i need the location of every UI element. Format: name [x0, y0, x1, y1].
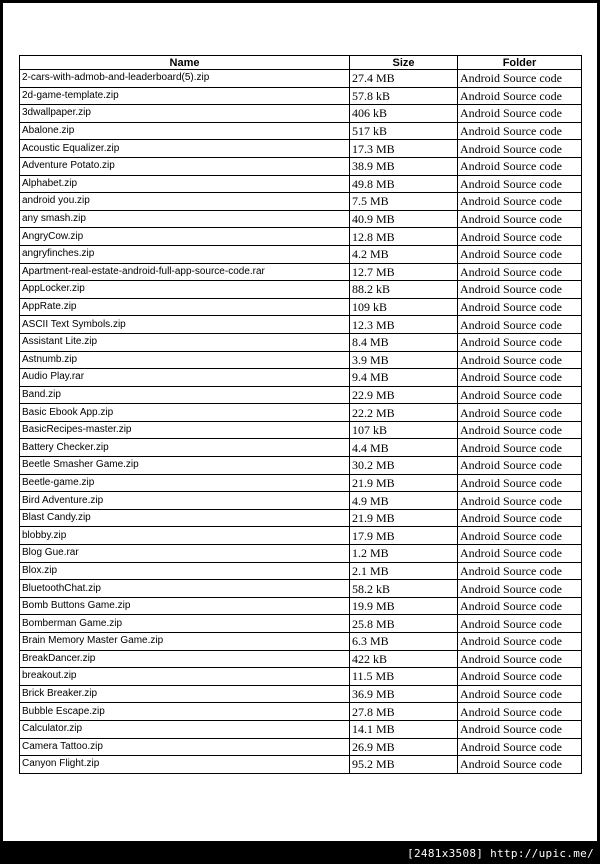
file-size-cell: 27.4 MB [350, 70, 458, 88]
file-name-cell: Band.zip [20, 386, 350, 404]
file-name-cell: Basic Ebook App.zip [20, 404, 350, 422]
file-name-cell: Blast Candy.zip [20, 509, 350, 527]
file-name-cell: Brick Breaker.zip [20, 685, 350, 703]
folder-cell: Android Source code [458, 351, 582, 369]
file-size-cell: 88.2 kB [350, 281, 458, 299]
table-row [20, 157, 582, 175]
folder-cell: Android Source code [458, 316, 582, 334]
file-name-cell: android you.zip [20, 193, 350, 211]
table-header-row [20, 56, 582, 70]
file-name-cell: Bomb Buttons Game.zip [20, 597, 350, 615]
folder-cell: Android Source code [458, 703, 582, 721]
folder-cell: Android Source code [458, 685, 582, 703]
folder-cell: Android Source code [458, 122, 582, 140]
file-size-cell: 9.4 MB [350, 369, 458, 387]
table-row [20, 439, 582, 457]
folder-cell: Android Source code [458, 140, 582, 158]
folder-cell: Android Source code [458, 70, 582, 88]
folder-cell: Android Source code [458, 228, 582, 246]
file-name-cell: blobby.zip [20, 527, 350, 545]
folder-cell: Android Source code [458, 298, 582, 316]
folder-cell: Android Source code [458, 668, 582, 686]
file-size-cell: 17.3 MB [350, 140, 458, 158]
file-size-cell: 3.9 MB [350, 351, 458, 369]
file-name-cell: Beetle Smasher Game.zip [20, 457, 350, 475]
image-size-watermark: [2481x3508] http://upic.me/ [407, 847, 594, 860]
file-size-cell: 7.5 MB [350, 193, 458, 211]
file-size-cell: 27.8 MB [350, 703, 458, 721]
folder-cell: Android Source code [458, 492, 582, 510]
table-row [20, 597, 582, 615]
table-row [20, 527, 582, 545]
column-header-folder: Folder [458, 56, 582, 70]
folder-cell: Android Source code [458, 633, 582, 651]
table-row [20, 720, 582, 738]
table-row [20, 245, 582, 263]
table-row [20, 122, 582, 140]
table-row [20, 87, 582, 105]
folder-cell: Android Source code [458, 105, 582, 123]
table-row [20, 650, 582, 668]
table-row [20, 703, 582, 721]
file-size-cell: 109 kB [350, 298, 458, 316]
file-name-cell: Abalone.zip [20, 122, 350, 140]
file-name-cell: Camera Tattoo.zip [20, 738, 350, 756]
document-sheet [3, 3, 597, 841]
folder-cell: Android Source code [458, 527, 582, 545]
file-size-cell: 40.9 MB [350, 210, 458, 228]
table-row [20, 545, 582, 563]
file-name-cell: Apartment-real-estate-android-full-app-source-code.rar [20, 263, 350, 281]
file-size-cell: 4.4 MB [350, 439, 458, 457]
table-row [20, 210, 582, 228]
folder-cell: Android Source code [458, 281, 582, 299]
table-row [20, 668, 582, 686]
file-name-cell: any smash.zip [20, 210, 350, 228]
file-size-cell: 14.1 MB [350, 720, 458, 738]
file-name-cell: AppRate.zip [20, 298, 350, 316]
folder-cell: Android Source code [458, 210, 582, 228]
file-size-cell: 25.8 MB [350, 615, 458, 633]
file-name-cell: Calculator.zip [20, 720, 350, 738]
table-row [20, 615, 582, 633]
file-name-cell: Blox.zip [20, 562, 350, 580]
file-name-cell: Bubble Escape.zip [20, 703, 350, 721]
table-row [20, 281, 582, 299]
file-name-cell: Audio Play.rar [20, 369, 350, 387]
file-name-cell: Assistant Lite.zip [20, 333, 350, 351]
file-size-cell: 38.9 MB [350, 157, 458, 175]
file-name-cell: ASCII Text Symbols.zip [20, 316, 350, 334]
file-size-cell: 57.8 kB [350, 87, 458, 105]
folder-cell: Android Source code [458, 597, 582, 615]
table-row [20, 298, 582, 316]
folder-cell: Android Source code [458, 615, 582, 633]
column-header-size: Size [350, 56, 458, 70]
table-row [20, 474, 582, 492]
file-name-cell: AngryCow.zip [20, 228, 350, 246]
table-row [20, 492, 582, 510]
folder-cell: Android Source code [458, 650, 582, 668]
file-name-cell: Blog Gue.rar [20, 545, 350, 563]
file-size-cell: 36.9 MB [350, 685, 458, 703]
folder-cell: Android Source code [458, 474, 582, 492]
folder-cell: Android Source code [458, 720, 582, 738]
column-header-name: Name [20, 56, 350, 70]
table-row [20, 756, 582, 774]
file-size-cell: 49.8 MB [350, 175, 458, 193]
file-size-cell: 406 kB [350, 105, 458, 123]
file-name-cell: BreakDancer.zip [20, 650, 350, 668]
table-row [20, 633, 582, 651]
table-row [20, 685, 582, 703]
folder-cell: Android Source code [458, 87, 582, 105]
file-size-cell: 12.8 MB [350, 228, 458, 246]
table-body [20, 70, 582, 774]
folder-cell: Android Source code [458, 509, 582, 527]
file-size-cell: 422 kB [350, 650, 458, 668]
folder-cell: Android Source code [458, 580, 582, 598]
folder-cell: Android Source code [458, 562, 582, 580]
file-size-cell: 8.4 MB [350, 333, 458, 351]
table-row [20, 738, 582, 756]
table-row [20, 228, 582, 246]
file-name-cell: AppLocker.zip [20, 281, 350, 299]
file-size-cell: 4.9 MB [350, 492, 458, 510]
file-name-cell: Bomberman Game.zip [20, 615, 350, 633]
file-size-cell: 95.2 MB [350, 756, 458, 774]
folder-cell: Android Source code [458, 439, 582, 457]
file-size-cell: 58.2 kB [350, 580, 458, 598]
footer-bar [0, 844, 600, 864]
file-name-cell: 3dwallpaper.zip [20, 105, 350, 123]
table-row [20, 140, 582, 158]
file-size-cell: 6.3 MB [350, 633, 458, 651]
table-row [20, 351, 582, 369]
folder-cell: Android Source code [458, 193, 582, 211]
table-row [20, 562, 582, 580]
folder-cell: Android Source code [458, 386, 582, 404]
table-row [20, 509, 582, 527]
table-row [20, 369, 582, 387]
file-size-cell: 12.3 MB [350, 316, 458, 334]
file-size-cell: 517 kB [350, 122, 458, 140]
file-name-cell: BasicRecipes-master.zip [20, 421, 350, 439]
file-name-cell: Acoustic Equalizer.zip [20, 140, 350, 158]
table-row [20, 70, 582, 88]
file-size-cell: 2.1 MB [350, 562, 458, 580]
file-name-cell: Bird Adventure.zip [20, 492, 350, 510]
file-size-cell: 26.9 MB [350, 738, 458, 756]
file-name-cell: breakout.zip [20, 668, 350, 686]
table-row [20, 386, 582, 404]
file-table [19, 55, 582, 774]
file-size-cell: 22.9 MB [350, 386, 458, 404]
table-row [20, 175, 582, 193]
file-size-cell: 11.5 MB [350, 668, 458, 686]
file-name-cell: angryfinches.zip [20, 245, 350, 263]
file-name-cell: Brain Memory Master Game.zip [20, 633, 350, 651]
file-name-cell: Adventure Potato.zip [20, 157, 350, 175]
file-size-cell: 17.9 MB [350, 527, 458, 545]
file-name-cell: Alphabet.zip [20, 175, 350, 193]
folder-cell: Android Source code [458, 421, 582, 439]
file-name-cell: Astnumb.zip [20, 351, 350, 369]
table-row [20, 404, 582, 422]
folder-cell: Android Source code [458, 157, 582, 175]
folder-cell: Android Source code [458, 404, 582, 422]
file-size-cell: 21.9 MB [350, 474, 458, 492]
file-size-cell: 12.7 MB [350, 263, 458, 281]
folder-cell: Android Source code [458, 333, 582, 351]
file-size-cell: 4.2 MB [350, 245, 458, 263]
table-row [20, 263, 582, 281]
file-name-cell: Canyon Flight.zip [20, 756, 350, 774]
folder-cell: Android Source code [458, 245, 582, 263]
table-row [20, 193, 582, 211]
file-size-cell: 19.9 MB [350, 597, 458, 615]
folder-cell: Android Source code [458, 545, 582, 563]
folder-cell: Android Source code [458, 756, 582, 774]
file-name-cell: 2d-game-template.zip [20, 87, 350, 105]
file-name-cell: BluetoothChat.zip [20, 580, 350, 598]
folder-cell: Android Source code [458, 738, 582, 756]
folder-cell: Android Source code [458, 175, 582, 193]
table-row [20, 316, 582, 334]
folder-cell: Android Source code [458, 369, 582, 387]
table-row [20, 333, 582, 351]
file-name-cell: Beetle-game.zip [20, 474, 350, 492]
folder-cell: Android Source code [458, 457, 582, 475]
folder-cell: Android Source code [458, 263, 582, 281]
file-name-cell: Battery Checker.zip [20, 439, 350, 457]
file-name-cell: 2-cars-with-admob-and-leaderboard(5).zip [20, 70, 350, 88]
table-row [20, 105, 582, 123]
table-row [20, 580, 582, 598]
file-size-cell: 22.2 MB [350, 404, 458, 422]
table-row [20, 421, 582, 439]
file-size-cell: 1.2 MB [350, 545, 458, 563]
table-row [20, 457, 582, 475]
file-size-cell: 21.9 MB [350, 509, 458, 527]
file-size-cell: 30.2 MB [350, 457, 458, 475]
file-size-cell: 107 kB [350, 421, 458, 439]
